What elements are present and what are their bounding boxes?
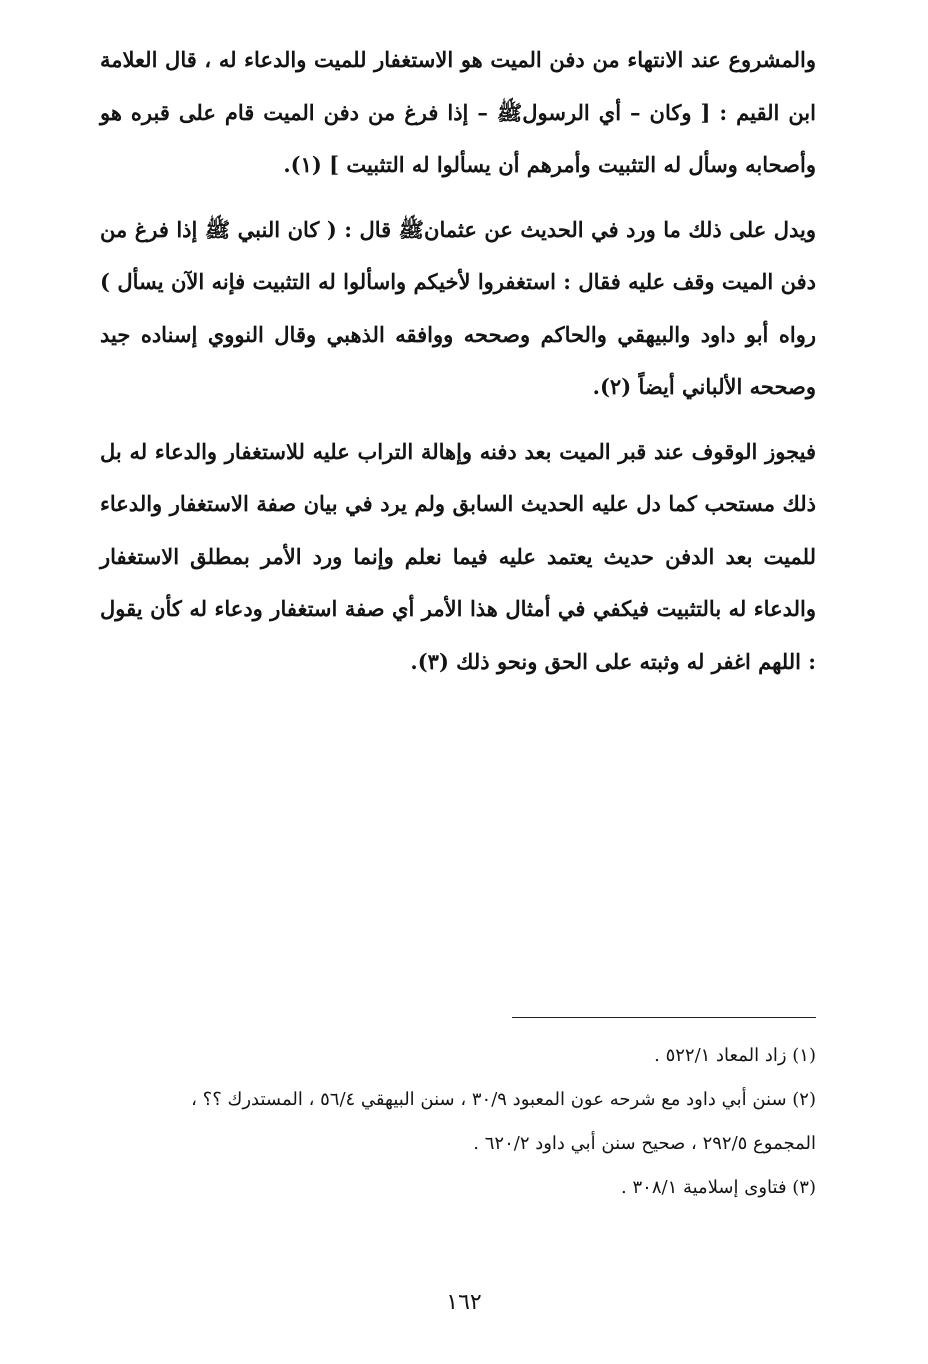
footnote-2-continued: المجموع ٢٩٢/٥ ، صحيح سنن أبي داود ٦٢٠/٢ . — [473, 1133, 816, 1154]
page-number: ١٦٢ — [446, 1290, 482, 1315]
paragraph-2: ويدل على ذلك ما ورد في الحديث عن عثمانﷺ قال : ( كان النبي ﷺ إذا فرغ من دفن الميت وقف عليه فقال : استغفروا لأخيكم واسألوا له التثبيت فإنه الآن يسأل ) رواه أبو داود والبيهقي والحاكم وصححه ووافقه الذهبي وقال النووي إسناده جيد وصححه الألباني أيضاً (٢). — [100, 216, 816, 399]
footnote-1: (١) زاد المعاد ٥٢٢/١ . — [654, 1045, 816, 1066]
paragraph-3: فيجوز الوقوف عند قبر الميت بعد دفنه وإهالة التراب عليه للاستغفار والدعاء له بل ذلك مستحب كما دل عليه الحديث السابق ولم يرد في بيان صفة الاستغفار والدعاء للميت بعد الدفن حديث يعتمد عليه فيما نعلم وإنما ورد الأمر بمطلق الاستغفار والدعاء له بالتثبيت فيكفي في أمثال هذا الأمر أي صفة استغفار ودعاء له كأن يقول : اللهم اغفر له وثبته على الحق ونحو ذلك (٣). — [100, 438, 816, 674]
footnote-3: (٣) فتاوى إسلامية ٣٠٨/١ . — [621, 1177, 816, 1198]
footnote-2: (٢) سنن أبي داود مع شرحه عون المعبود ٣٠/٩ ، سنن البيهقي ٥٦/٤ ، المستدرك ؟؟ ، — [191, 1089, 816, 1110]
footnote-separator — [512, 1017, 816, 1018]
footnotes — [100, 1034, 816, 1210]
paragraph-1: والمشروع عند الانتهاء من دفن الميت هو الاستغفار للميت والدعاء له ، قال العلامة ابن القيم : [ وكان – أي الرسولﷺ – إذا فرغ من دفن الميت قام على قبره هو وأصحابه وسأل له التثبيت وأمرهم أن يسألوا له التثبيت ] (١). — [100, 47, 816, 177]
main-text — [100, 34, 816, 700]
